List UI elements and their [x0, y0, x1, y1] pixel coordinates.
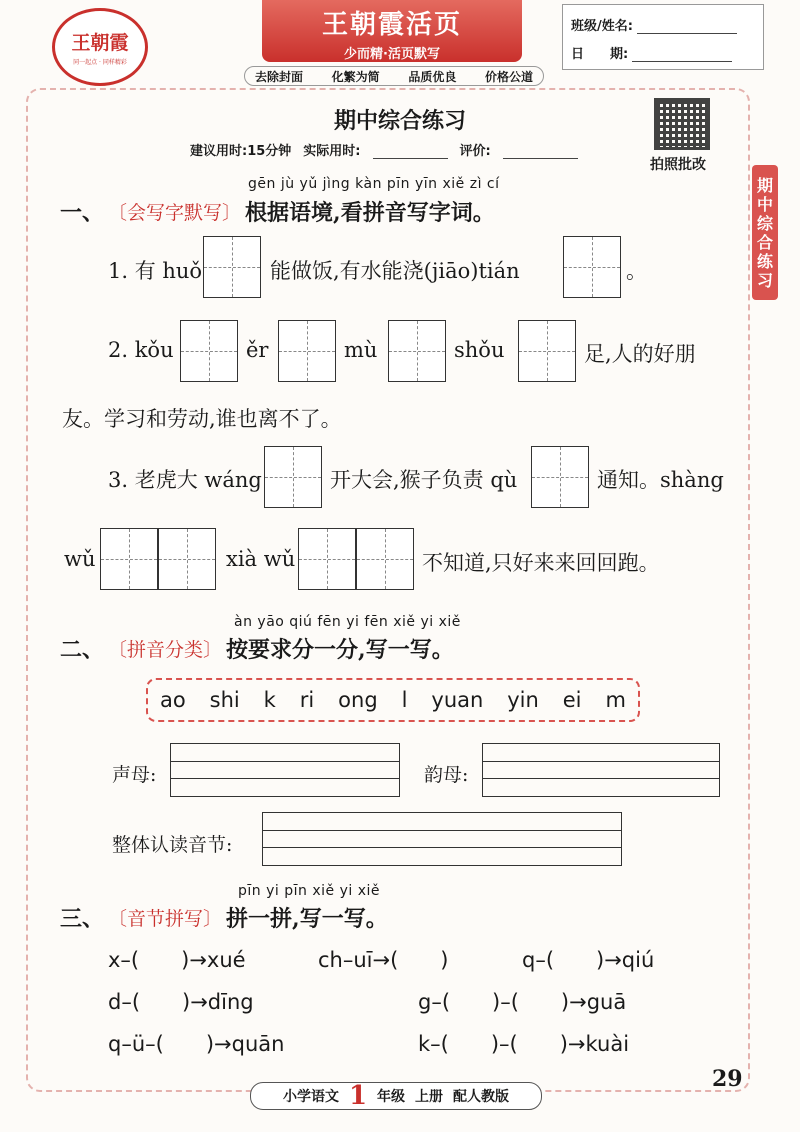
date-field[interactable] [632, 47, 732, 62]
q3-write-box[interactable] [264, 446, 322, 508]
zhengti-label: 整体认读音节: [112, 834, 233, 856]
pinyin-item: ri [299, 688, 315, 712]
q1-text-c: 。 [626, 259, 647, 283]
pinyin-item: k [263, 688, 276, 712]
slogan: 品质优良 [408, 69, 457, 84]
qr-code-icon[interactable] [654, 98, 710, 150]
spell-question[interactable]: ch–uī→( ) [318, 948, 449, 972]
q2-text-f: 友。学习和劳动,谁也离不了。 [62, 407, 342, 431]
time-info [190, 140, 578, 159]
brand-title: 王朝霞活页 [321, 10, 462, 40]
side-tab [752, 165, 778, 300]
q3-text-c: 通知。shàng [597, 468, 724, 492]
section2-title: 按要求分一分,写一写。 [226, 637, 454, 663]
section3-title: 拼一拼,写一写。 [226, 906, 388, 932]
actual-time-label: 实际用时: [303, 144, 361, 159]
slogan: 价格公道 [484, 69, 533, 84]
pinyin-item: yuan [431, 688, 484, 712]
guide-line [263, 830, 621, 831]
brand-subtitle: 少而精·活页默写 [344, 47, 440, 62]
q1-write-box[interactable] [563, 236, 621, 298]
side-tab-char: 中 [756, 194, 773, 214]
slogan-bar [244, 66, 544, 86]
page-number: 29 [712, 1066, 743, 1092]
side-tab-char: 合 [756, 232, 773, 252]
pinyin-item: ei [562, 688, 582, 712]
q2-text-a: 2. kǒu [108, 338, 174, 362]
pinyin-item: yin [507, 688, 539, 712]
guide-line [263, 847, 621, 848]
side-tab-char: 期 [756, 175, 773, 195]
page-frame [26, 88, 750, 1092]
shengmu-label: 声母: [112, 764, 157, 786]
class-name-field[interactable] [637, 19, 737, 34]
side-tab-char: 综 [756, 213, 773, 233]
q2-write-box[interactable] [278, 320, 336, 382]
side-tab-char: 习 [756, 270, 773, 290]
spell-question[interactable]: x–( )→xué [108, 948, 246, 972]
q3-text-e: xià wǔ [226, 547, 296, 571]
yunmu-label: 韵母: [424, 764, 469, 786]
evaluation-field[interactable] [503, 144, 578, 159]
q2-write-box[interactable] [518, 320, 576, 382]
footer-term: 上册 [415, 1089, 444, 1105]
footer-subject: 小学语文 [282, 1089, 339, 1105]
q3-write-box[interactable] [356, 528, 414, 590]
footer-grade: 年级 [377, 1089, 406, 1105]
slogan: 去除封面 [255, 69, 304, 84]
pinyin-item: ao [159, 688, 186, 712]
qr-label: 拍照批改 [650, 157, 706, 173]
spell-question[interactable]: k–( )–( )→kuài [418, 1032, 630, 1056]
section3-heading [60, 902, 388, 933]
zhengti-writing-lines[interactable] [262, 812, 622, 866]
q3-text-a: 3. 老虎大 wáng [108, 468, 262, 492]
section3-number: 三、 [60, 906, 105, 932]
q1-write-box[interactable] [203, 236, 261, 298]
slogan: 化繁为简 [331, 69, 380, 84]
suggested-time: 建议用时:15分钟 [190, 144, 292, 159]
logo-subtext: 同一起点 · 同样精彩 [73, 59, 127, 66]
yunmu-writing-lines[interactable] [482, 743, 720, 797]
section2-heading [60, 633, 454, 664]
q2-write-box[interactable] [388, 320, 446, 382]
guide-line [483, 761, 719, 762]
section1-number: 一、 [60, 200, 105, 226]
q2-write-box[interactable] [180, 320, 238, 382]
footer-bar [250, 1082, 542, 1110]
footer-edition: 配人教版 [453, 1089, 510, 1105]
q2-text-e: 足,人的好朋 [584, 342, 696, 366]
pinyin-item: shi [209, 688, 240, 712]
q1-text-b: 能做饭,有水能浇(jiāo)tián [270, 259, 520, 283]
guide-line [171, 778, 399, 779]
section1-heading [60, 196, 495, 227]
evaluation-label: 评价: [459, 144, 491, 159]
q3-text-b: 开大会,猴子负责 qù [330, 468, 518, 492]
section1-tag: 〔会写字默写〕 [108, 202, 242, 224]
pinyin-item: l [401, 688, 408, 712]
shengmu-writing-lines[interactable] [170, 743, 400, 797]
q3-write-box[interactable] [100, 528, 158, 590]
section3-tag: 〔音节拼写〕 [108, 908, 223, 930]
spell-question[interactable]: g–( )–( )→guā [418, 990, 627, 1014]
section2-title-pinyin: àn yāo qiú fēn yi fēn xiě yi xiě [234, 614, 461, 630]
section2-tag: 〔拼音分类〕 [108, 639, 223, 661]
section3-title-pinyin: pīn yi pīn xiě yi xiě [238, 883, 380, 899]
date-label: 日 期: [571, 47, 629, 62]
student-info-box [562, 4, 764, 70]
pinyin-items-box [146, 678, 640, 722]
q3-text-d: wǔ [64, 547, 96, 571]
guide-line [171, 761, 399, 762]
q3-write-box[interactable] [531, 446, 589, 508]
q3-write-box[interactable] [298, 528, 356, 590]
section1-title-pinyin: gēn jù yǔ jìng kàn pīn yīn xiě zì cí [248, 176, 500, 192]
q1-text-a: 1. 有 huǒ [108, 259, 203, 283]
actual-time-field[interactable] [373, 144, 448, 159]
class-name-label: 班级/姓名: [571, 19, 633, 34]
class-name-row [571, 15, 737, 34]
guide-line [483, 778, 719, 779]
spell-question[interactable]: q–( )→qiú [522, 948, 655, 972]
date-row [571, 43, 732, 62]
section1-title: 根据语境,看拼音写字词。 [245, 200, 495, 226]
q2-text-d: shǒu [454, 338, 505, 362]
spell-question[interactable]: q–ü–( )→quān [108, 1032, 285, 1056]
logo-text: 王朝霞 [71, 32, 129, 54]
pinyin-item: ong [338, 688, 378, 712]
q3-text-f: 不知道,只好来来回回跑。 [422, 551, 660, 575]
spell-question[interactable]: d–( )→dīng [108, 990, 254, 1014]
q2-text-b: ěr [246, 338, 269, 362]
brand-logo [52, 8, 148, 86]
q2-text-c: mù [344, 338, 378, 362]
q3-write-box[interactable] [158, 528, 216, 590]
page-title: 期中综合练习 [333, 108, 466, 134]
section2-number: 二、 [60, 637, 105, 663]
footer-grade-number: 1 [348, 1081, 368, 1111]
side-tab-char: 练 [756, 251, 773, 271]
brand-banner [262, 0, 522, 62]
pinyin-item: m [605, 688, 626, 712]
